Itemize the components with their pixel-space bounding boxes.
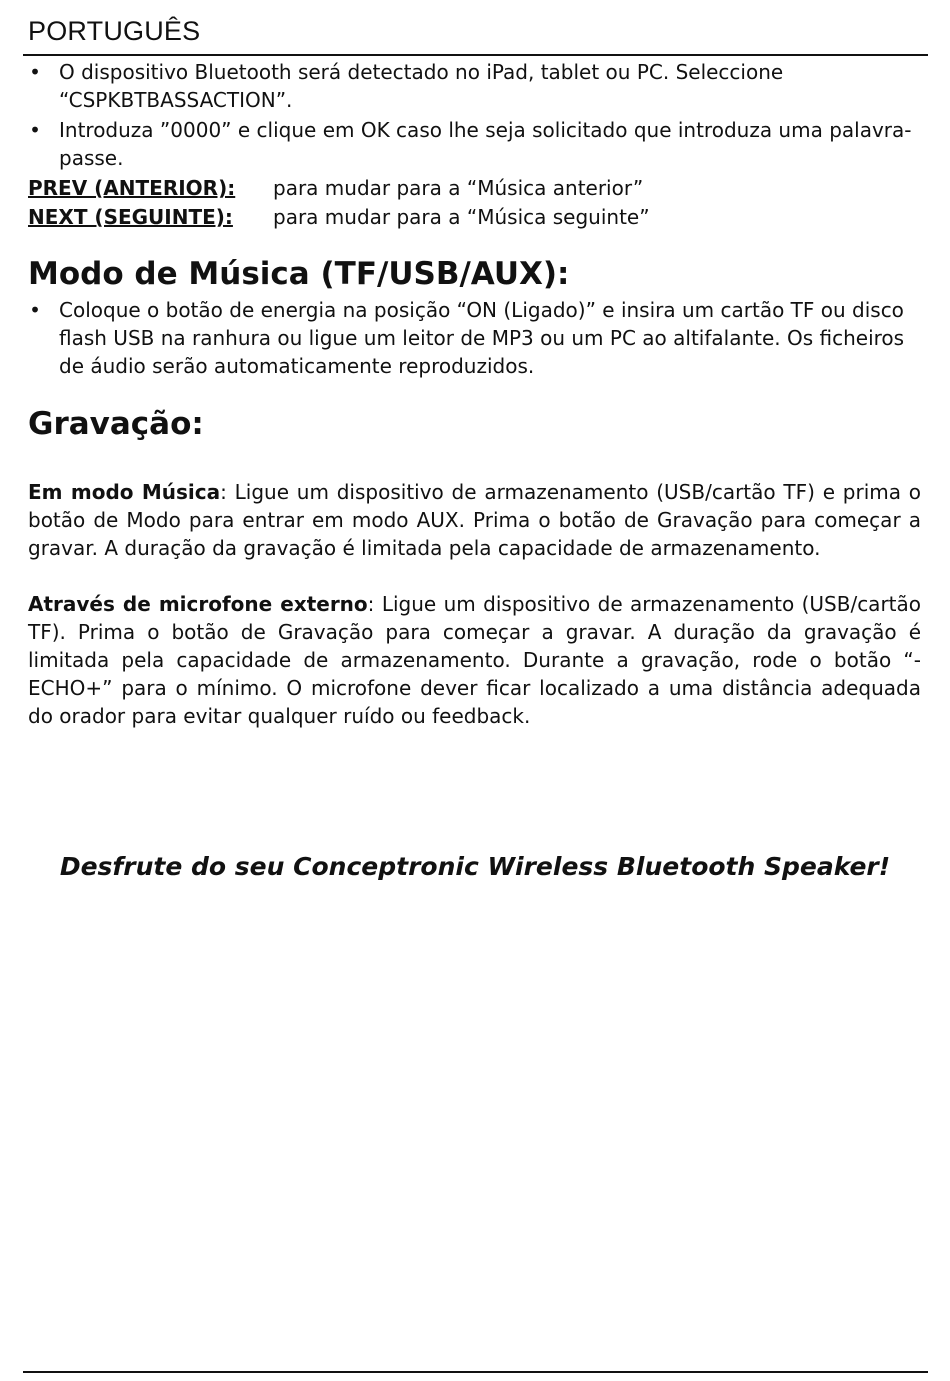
key-description: para mudar para a “Música anterior” [273, 176, 644, 200]
recording-paragraph-music [28, 478, 921, 562]
list-item [28, 296, 921, 380]
bullet-text: O dispositivo Bluetooth será detectado no iPad, tablet ou PC. Seleccione “CSPKBTBASSACTION”. [59, 60, 784, 112]
closing-message: Desfrute do seu Conceptronic Wireless Bluetooth Speaker! [59, 852, 891, 881]
paragraph-lead: Em modo Música [28, 480, 221, 504]
key-description: para mudar para a “Música seguinte” [273, 205, 650, 229]
key-row-prev [28, 174, 921, 203]
music-mode-bullets [28, 296, 921, 380]
bullet-icon: • [29, 60, 41, 84]
paragraph-text: : Ligue um dispositivo de armazenamento (USB/cartão TF) e prima o botão de Modo para entrar em modo AUX. Prima o botão de Gravação para começar a gravar. A duração da gravação é limitada pela capacidade de armazenamento. [28, 480, 922, 560]
section-title-music-mode: Modo de Música (TF/USB/AUX): [28, 256, 570, 292]
key-label: PREV (ANTERIOR): [28, 176, 236, 200]
section-title-recording: Gravação: [28, 406, 204, 442]
list-item [28, 58, 921, 114]
paragraph-text: : Ligue um dispositivo de armazenamento (USB/cartão TF). Prima o botão de Gravação para começar a gravar. A duração da gravação é limitada pela capacidade de armazenamento. Durante a gravação, rode o botão “-ECHO+” para o mínimo. O microfone dever ficar localizado a uma distância adequada do orador para evitar qualquer ruído ou feedback. [28, 592, 921, 728]
bullet-text: Coloque o botão de energia na posição “ON (Ligado)” e insira um cartão TF ou disco flash USB na ranhura ou ligue um leitor de MP3 ou um PC ao altifalante. Os ficheiros de áudio serão automaticamente reproduzidos. [59, 298, 905, 378]
header-rule [23, 54, 928, 56]
footer-rule [23, 1371, 928, 1373]
pairing-bullets [28, 58, 921, 172]
key-label: NEXT (SEGUINTE): [28, 205, 233, 229]
paragraph-lead: Através de microfone externo [28, 592, 368, 616]
bullet-icon: • [29, 118, 41, 142]
bullet-icon: • [29, 298, 41, 322]
content [28, 58, 921, 730]
language-header: PORTUGUÊS [28, 16, 201, 46]
bullet-text: Introduza ”0000” e clique em OK caso lhe seja solicitado que introduza uma palavra-passe. [59, 118, 912, 170]
key-row-next [28, 203, 921, 232]
list-item [28, 116, 921, 172]
recording-paragraph-microphone [28, 590, 921, 730]
